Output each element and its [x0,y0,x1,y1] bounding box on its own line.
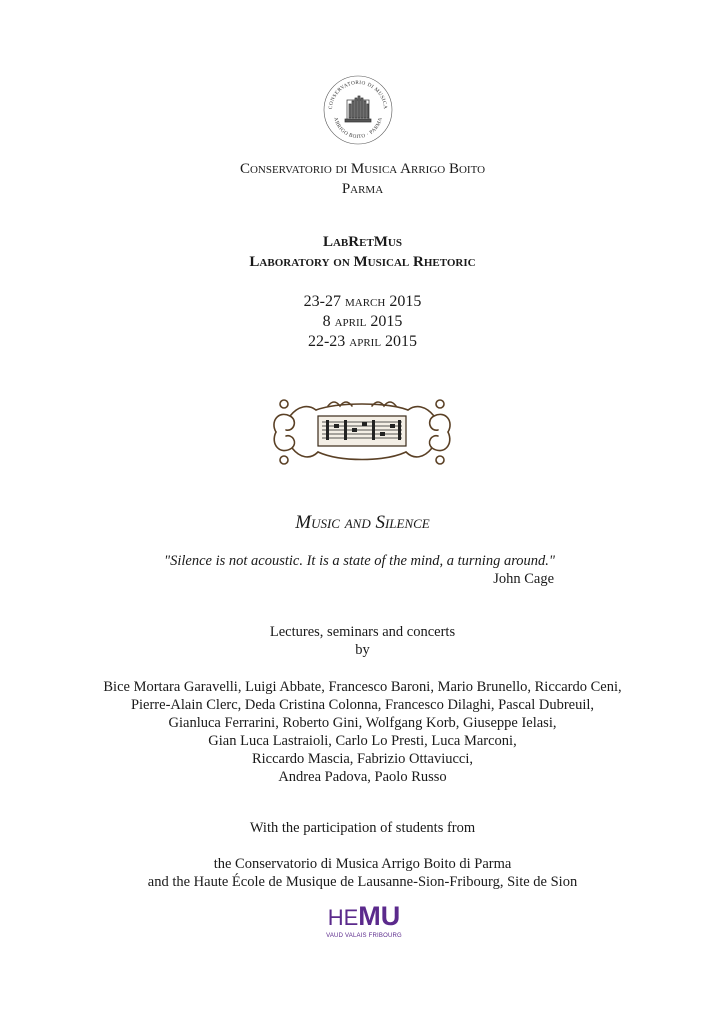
speakers-line: Bice Mortara Garavelli, Luigi Abbate, Francesco Baroni, Mario Brunello, Riccardo Ceni, [103,679,622,695]
seal-text-bottom: ARRIGO BOITO · PARMA [332,116,384,141]
hemu-logo [318,902,410,942]
hemu-logo-tagline: VAUD VALAIS FRIBOURG [326,933,402,939]
speakers-line: Andrea Padova, Paolo Russo [278,769,447,785]
musical-ornament-illustration [268,392,456,470]
participation-hemu: and the Haute École de Musique de Lausanne-Sion-Fribourg, Site de Sion [147,874,578,890]
institution-city: Parma [341,181,384,197]
institution-name: Conservatorio di Musica Arrigo Boito [239,161,486,177]
event-title: Music and Silence [295,512,430,533]
lab-acronym: LabRetMus [322,234,402,250]
hemu-logo-main: MU [358,901,401,931]
organ-pipes-icon [345,96,371,122]
participation-heading: With the participation of students from [249,820,476,836]
cage-quote: "Silence is not acoustic. It is a state of the mind, a turning around." [164,553,556,569]
speakers-line: Gian Luca Lastraioli, Carlo Lo Presti, Luca Marconi, [208,733,517,749]
seal-text-top: CONSERVATORIO DI MUSICA [327,79,389,110]
conservatory-seal-logo [322,74,394,146]
participation-parma: the Conservatorio di Musica Arrigo Boito di Parma [213,856,512,872]
speakers-line: Gianluca Ferrarini, Roberto Gini, Wolfgang Korb, Giuseppe Ielasi, [168,715,557,731]
date-1: 23-27 march 2015 [303,293,422,310]
date-3: 22-23 april 2015 [307,333,418,350]
lab-full-name: Laboratory on Musical Rhetoric [249,254,476,270]
hemu-logo-prefix: HE [327,905,359,930]
intro-by: by [355,642,370,658]
speakers-line: Riccardo Mascia, Fabrizio Ottaviucci, [251,751,474,767]
date-2: 8 april 2015 [322,313,403,330]
speakers-line: Pierre-Alain Clerc, Deda Cristina Colonna, Francesco Dilaghi, Pascal Dubreuil, [130,697,595,713]
quote-author: John Cage [493,571,554,587]
intro-line: Lectures, seminars and concerts [269,624,456,640]
